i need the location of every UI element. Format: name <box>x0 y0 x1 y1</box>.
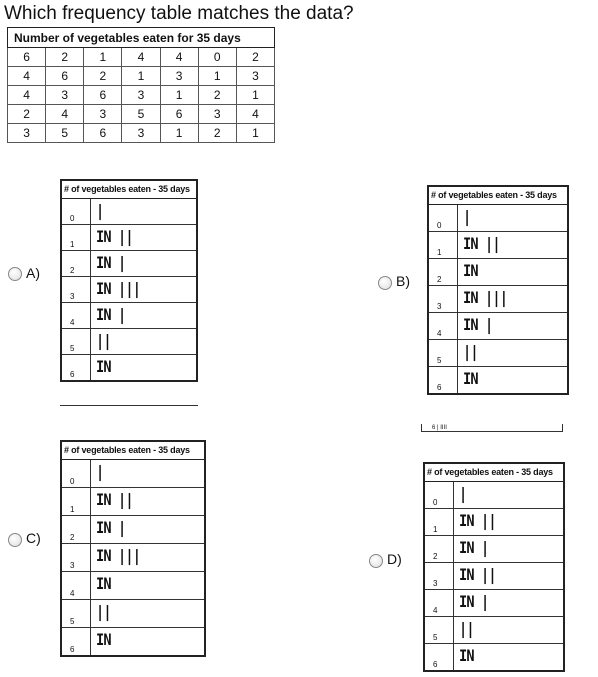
table-cell: 6 <box>8 48 46 67</box>
tally-marks: || <box>96 331 111 350</box>
table-cell: 0 <box>198 48 236 67</box>
freq-row <box>62 303 196 329</box>
freq-value: 2 <box>70 266 75 275</box>
table-row <box>8 67 275 86</box>
freq-value: 2 <box>437 275 442 284</box>
freq-row <box>425 482 563 509</box>
table-row <box>8 105 275 124</box>
tally-marks: IN <box>96 630 111 649</box>
freq-value: 1 <box>70 240 75 249</box>
freq-row <box>425 644 563 670</box>
freq-row <box>425 536 563 563</box>
table-cell: 3 <box>198 105 236 124</box>
tally-marks: IN <box>463 261 478 280</box>
freq-value: 5 <box>437 356 442 365</box>
freq-row <box>62 277 196 303</box>
option-a-radio[interactable] <box>8 267 22 281</box>
freq-row <box>62 355 196 380</box>
option-c-label[interactable]: C) <box>26 530 41 546</box>
table-cell: 6 <box>46 67 84 86</box>
table-cell: 2 <box>198 124 236 143</box>
tally-marks: || <box>96 602 111 621</box>
freq-row <box>429 232 567 259</box>
tally-marks: | <box>96 462 104 481</box>
option-b-radio[interactable] <box>378 276 392 290</box>
freq-row <box>62 329 196 355</box>
freq-row <box>425 563 563 590</box>
table-cell: 2 <box>46 48 84 67</box>
tally-marks: IN || <box>96 490 133 509</box>
option-c-table <box>60 440 206 657</box>
option-d-table <box>423 462 565 672</box>
tally-marks: IN ||| <box>96 546 141 565</box>
option-c-radio[interactable] <box>8 533 22 547</box>
table-cell: 4 <box>236 105 274 124</box>
tally-marks: IN <box>96 357 111 376</box>
tally-marks: IN ||| <box>463 288 508 307</box>
option-a-label[interactable]: A) <box>26 265 40 281</box>
freq-value: 6 <box>70 645 75 654</box>
freq-table-header: # of vegetables eaten - 35 days <box>425 464 563 482</box>
freq-value: 6 <box>70 370 75 379</box>
table-cell: 1 <box>198 67 236 86</box>
freq-row <box>62 488 204 516</box>
tally-marks: || <box>463 342 478 361</box>
data-table <box>7 27 275 143</box>
freq-value: 0 <box>70 477 75 486</box>
freq-value: 4 <box>70 589 75 598</box>
freq-table-header: # of vegetables eaten - 35 days <box>62 442 204 460</box>
freq-value: 2 <box>433 552 438 561</box>
freq-value: 1 <box>433 525 438 534</box>
tally-marks: IN <box>459 646 474 665</box>
freq-value: 5 <box>70 344 75 353</box>
tally-marks: IN | <box>463 315 493 334</box>
freq-row <box>62 572 204 600</box>
freq-row <box>62 251 196 277</box>
table-cell: 4 <box>8 86 46 105</box>
tally-marks: IN | <box>459 538 489 557</box>
freq-row <box>425 590 563 617</box>
tally-marks: IN ||| <box>96 279 141 298</box>
table-cell: 1 <box>236 124 274 143</box>
table-cell: 3 <box>160 67 198 86</box>
freq-value: 3 <box>437 302 442 311</box>
tally-marks: IN | <box>96 305 126 324</box>
table-cell: 5 <box>46 124 84 143</box>
option-b-table <box>427 185 569 395</box>
option-d-radio[interactable] <box>369 554 383 568</box>
freq-value: 4 <box>433 606 438 615</box>
freq-table-header: # of vegetables eaten - 35 days <box>62 181 196 199</box>
table-cell: 3 <box>84 105 122 124</box>
freq-value: 3 <box>433 579 438 588</box>
table-cell: 4 <box>122 48 160 67</box>
table-row <box>8 124 275 143</box>
tally-marks: IN | <box>96 253 126 272</box>
freq-row <box>62 516 204 544</box>
table-cell: 3 <box>8 124 46 143</box>
tally-marks: IN | <box>96 518 126 537</box>
tally-marks: || <box>459 619 474 638</box>
tally-marks: IN | <box>459 592 489 611</box>
freq-value: 0 <box>437 221 442 230</box>
table-cell: 3 <box>46 86 84 105</box>
table-cell: 1 <box>84 48 122 67</box>
freq-value: 5 <box>70 617 75 626</box>
freq-row <box>429 367 567 393</box>
table-row <box>8 86 275 105</box>
freq-value: 1 <box>437 248 442 257</box>
table-cell: 2 <box>84 67 122 86</box>
divider-line <box>60 405 198 406</box>
freq-value: 0 <box>433 498 438 507</box>
question-title: Which frequency table matches the data? <box>4 3 354 24</box>
option-b-label[interactable]: B) <box>396 273 410 289</box>
table-cell: 2 <box>198 86 236 105</box>
table-cell: 4 <box>160 48 198 67</box>
table-cell: 1 <box>122 67 160 86</box>
table-cell: 1 <box>160 124 198 143</box>
freq-value: 2 <box>70 533 75 542</box>
freq-value: 4 <box>437 329 442 338</box>
data-table-header: Number of vegetables eaten for 35 days <box>8 28 275 48</box>
freq-row <box>425 617 563 644</box>
table-cell: 2 <box>8 105 46 124</box>
freq-row <box>62 628 204 655</box>
table-cell: 6 <box>84 124 122 143</box>
table-cell: 6 <box>84 86 122 105</box>
tally-marks: IN <box>463 369 478 388</box>
table-cell: 2 <box>236 48 274 67</box>
table-cell: 3 <box>122 124 160 143</box>
option-a-table <box>60 179 198 382</box>
tally-marks: IN <box>96 574 111 593</box>
freq-row <box>62 600 204 628</box>
freq-row <box>429 340 567 367</box>
freq-value: 3 <box>70 561 75 570</box>
option-d-label[interactable]: D) <box>387 551 402 567</box>
freq-row <box>425 509 563 536</box>
freq-row <box>429 313 567 340</box>
freq-row <box>429 259 567 286</box>
freq-value: 0 <box>70 214 75 223</box>
freq-value: 3 <box>70 292 75 301</box>
tally-marks: | <box>459 484 467 503</box>
table-cell: 4 <box>46 105 84 124</box>
freq-row <box>62 544 204 572</box>
freq-row <box>62 199 196 225</box>
freq-row <box>62 460 204 488</box>
table-cell: 4 <box>8 67 46 86</box>
tally-marks: IN || <box>459 565 496 584</box>
table-cell: 5 <box>122 105 160 124</box>
freq-row <box>429 286 567 313</box>
tally-marks: IN || <box>463 234 500 253</box>
table-cell: 3 <box>236 67 274 86</box>
freq-value: 4 <box>70 318 75 327</box>
table-cell: 1 <box>236 86 274 105</box>
tally-marks: IN || <box>96 227 133 246</box>
freq-value: 5 <box>433 633 438 642</box>
table-row <box>8 48 275 67</box>
table-cell: 1 <box>160 86 198 105</box>
table-cell: 3 <box>122 86 160 105</box>
freq-row <box>62 225 196 251</box>
tally-marks: IN || <box>459 511 496 530</box>
table-cell: 6 <box>160 105 198 124</box>
freq-row <box>429 205 567 232</box>
table-fragment: 6 | IIII <box>421 424 563 432</box>
freq-value: 1 <box>70 505 75 514</box>
freq-value: 6 <box>433 660 438 669</box>
freq-value: 6 <box>437 383 442 392</box>
tally-marks: | <box>96 201 104 220</box>
freq-table-header: # of vegetables eaten - 35 days <box>429 187 567 205</box>
tally-marks: | <box>463 207 471 226</box>
